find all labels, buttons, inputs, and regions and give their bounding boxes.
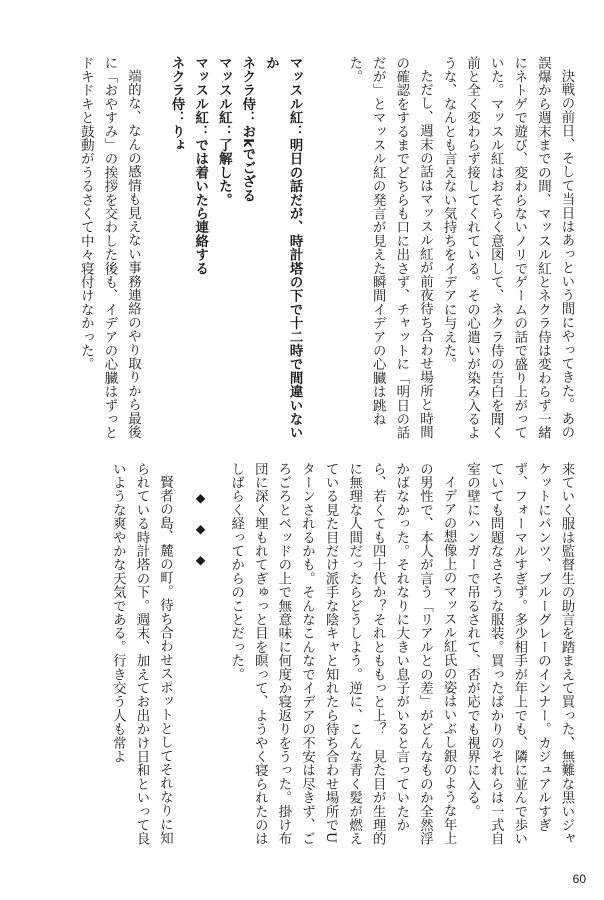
chat-line: ネクラ侍：おkでござる xyxy=(239,56,255,203)
paragraph-clock-tower: 賢者の島、麓の町。待ち合わせスポットとしてそれなりに知られている時計塔の下。週末、加えてお出かけ日和といって良いような爽やかな天気である。行き交う人も常よ xyxy=(110,462,173,846)
upper-text-block xyxy=(58,56,578,446)
paragraph-weekend-talk: ただし、週末の話はマッスル紅が前夜待ち合わせ場所と時間の確認をするまでどちらも口に出さず、チャットに「明日の話だが」とマッスル紅の発言が見えた瞬間イデアの心臓は跳ねた。 xyxy=(346,56,433,440)
paragraph-clothes: 来ていく服は監督生の助言を踏まえて買った、無難な黒いジャケットにパンツ、ブルーグレーのインナー。カジュアルすぎず、フォーマルすぎず。多少相手が年上でも、隣に並んで歩いていても問題なさそうな服装。買ったばかりのそれらは一式自室の壁にハンガーで吊るされて、否が応でも視界に入る。 xyxy=(464,462,574,846)
paragraph-imagination: イデアの想像上のマッスル紅氏の姿はいぶし銀のような年上の男性で、本人が言う「リアルとの差」がどんなものか全然浮かばなかった。それなりに大きい息子がいると言っていたから、若くても四十代か？それとももっと上？ 見た目が生理的に無理な人間だったらどうしよう。逆に、こんな青く髪が燃えている見た目だけ派手な陰キャと知れたら待ち合わせ場所でUターンされるかも。そんなこんなでイデアの不安は尽きず、ごろごろとベッドの上で無意味に何度か寝返りをうった。掛け布団に深く埋もれてぎゅっと目を瞑って、ようやく寝られたのはしばらく経ってからのことだった。 xyxy=(228,462,457,846)
chat-line: マッスル紅：では着いたら連絡する xyxy=(192,56,208,276)
paragraph-eve: 決戦の前日、そして当日はあっという間にやってきた。あの誤爆から週末までの間、マッスル紅とネクラ侍は変わらず一緒にネトゲで遊び、変わらないノリでゲームの話で盛り上がっていた。マッスル紅はおそらく意図して、ネクラ侍の告白を聞く前と全く変わらず接してくれている。その心遣いが染み入るような、なんとも言えない気持ちをイデアに与えた。 xyxy=(441,56,574,440)
paragraph-heartbeat: 端的な、なんの感情も見えない事務連絡のやり取りから最後に「おやすみ」の挨拶を交わした後も、イデアの心臓はずっとドキドキと鼓動がうるさくて中々寝付けなかった。 xyxy=(78,56,141,440)
lower-text-block xyxy=(58,462,578,852)
chat-spacer xyxy=(330,56,342,446)
divider-spacer xyxy=(177,462,189,852)
chat-line: マッスル紅：明日の話だが、時計塔の下で十二時で間違いないか xyxy=(263,56,303,440)
chat-line: マッスル紅：了解した。 xyxy=(216,56,232,207)
section-divider: ◆◆◆ xyxy=(193,489,209,583)
divider-spacer xyxy=(212,462,224,852)
chat-line: ネクラ侍：りょ xyxy=(169,56,185,152)
page-number: 60 xyxy=(572,872,586,886)
